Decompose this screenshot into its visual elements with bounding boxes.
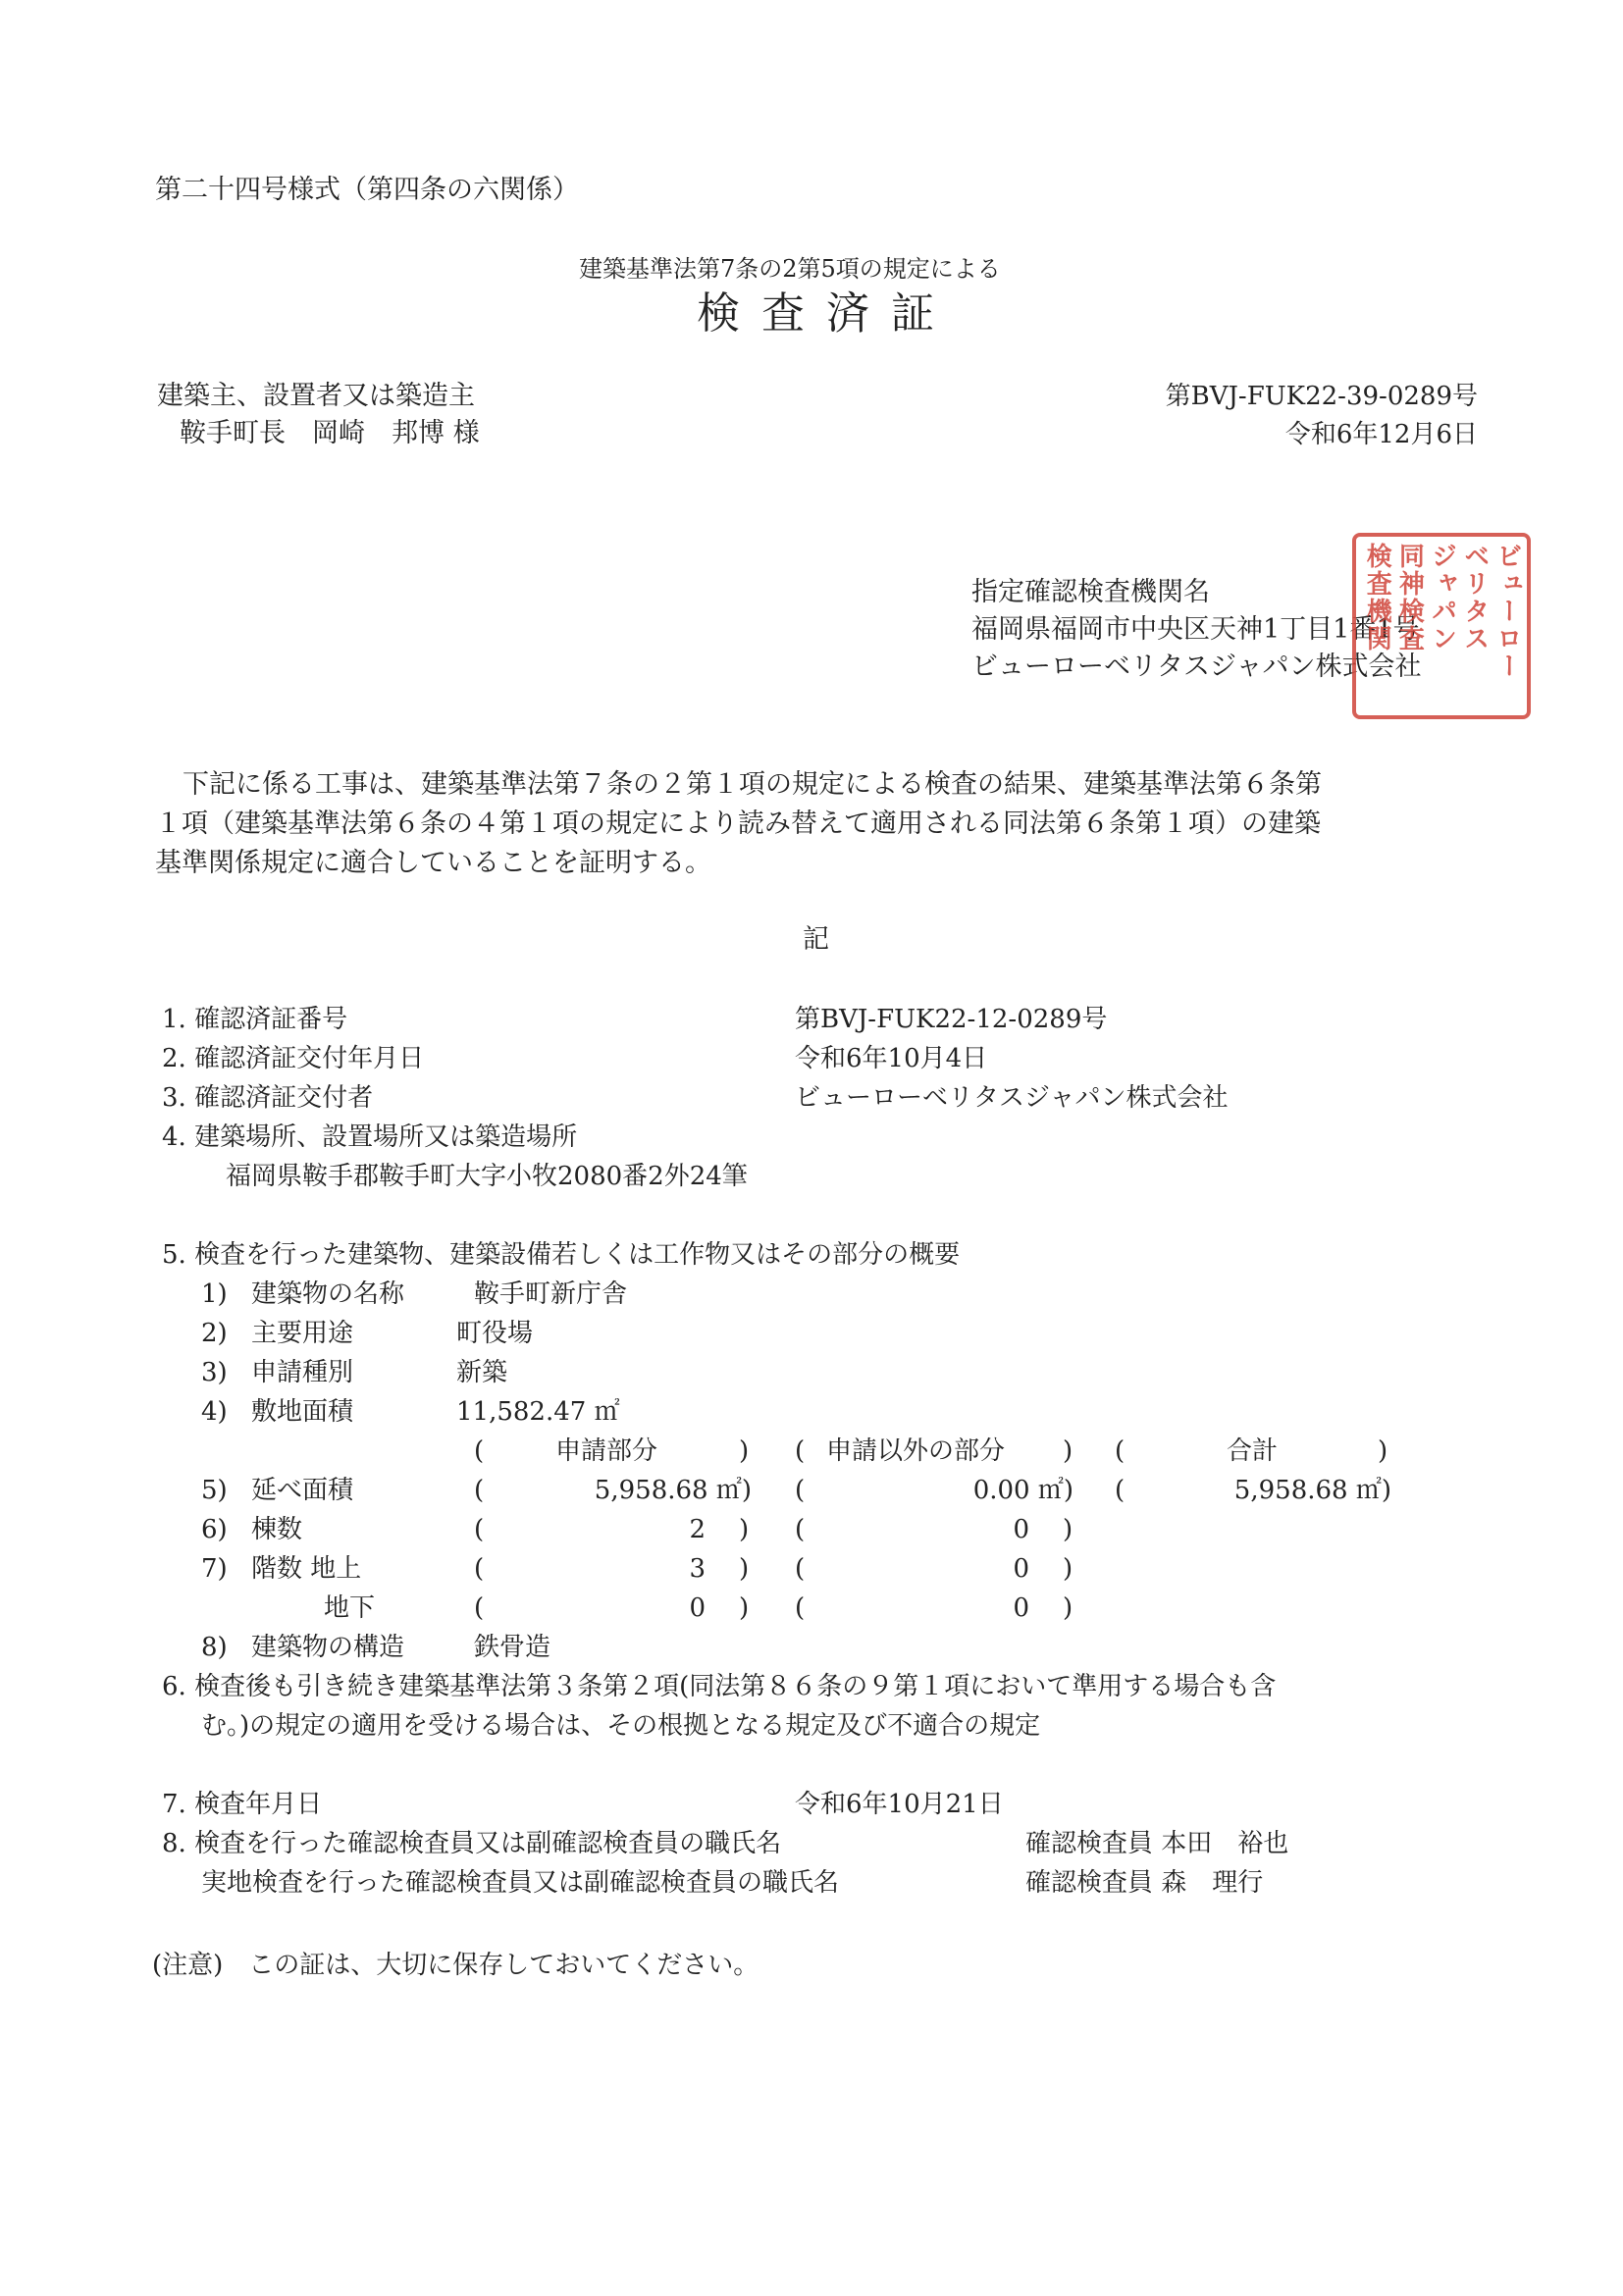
- sub-3-value: 新築: [456, 1358, 508, 1387]
- item-7-label: 7. 検査年月日: [162, 1790, 323, 1819]
- floor-area-a-open-paren: (: [474, 1476, 485, 1505]
- seal-text-3: ジャパン: [1427, 543, 1457, 652]
- col-c-open-paren: (: [1115, 1436, 1126, 1466]
- buildings-a-open-paren: (: [474, 1515, 485, 1544]
- item-8-value-2: 確認検査員 森 理行: [1025, 1868, 1264, 1898]
- item-2-value: 令和6年10月4日: [795, 1044, 988, 1073]
- agency-label: 指定確認検査機関名: [971, 577, 1210, 607]
- sub-5-label: 延べ面積: [251, 1476, 354, 1505]
- item-3-label: 3. 確認済証交付者: [162, 1083, 374, 1113]
- sub-1-value: 鞍手町新庁舎: [474, 1279, 628, 1309]
- floors-above-applied: 3: [689, 1554, 706, 1584]
- item-4-label: 4. 建築場所、設置場所又は築造場所: [162, 1122, 578, 1152]
- statement-line-3: 基準関係規定に適合していることを証明する。: [155, 848, 711, 878]
- sub-2-label: 主要用途: [251, 1319, 354, 1348]
- sub-8-num: 8): [201, 1633, 228, 1662]
- page-title: 検査済証: [697, 288, 956, 339]
- below-a-open-paren: (: [474, 1593, 485, 1623]
- floors-above-other: 0: [1013, 1554, 1029, 1584]
- col-b-open-paren: (: [795, 1436, 806, 1466]
- item-8-label: 8. 検査を行った確認検査員又は副確認検査員の職氏名: [162, 1829, 782, 1858]
- col-b-close-paren: ): [1063, 1436, 1073, 1466]
- sub-5-num: 5): [201, 1476, 228, 1505]
- subtitle: 建築基準法第7条の2第5項の規定による: [579, 255, 1001, 283]
- agency-seal-stamp: [1352, 533, 1531, 719]
- item-8-value: 確認検査員 本田 裕也: [1025, 1829, 1289, 1858]
- seal-text-1: ビューロー: [1492, 543, 1522, 680]
- floor-area-c-open-paren: (: [1115, 1476, 1126, 1505]
- buildings-a-close-paren: ): [739, 1515, 750, 1544]
- item-6-line-1: 6. 検査後も引き続き建築基準法第３条第２項(同法第８６条の９第１項において準用する場合も含: [162, 1672, 1277, 1701]
- agency-address: 福岡県福岡市中央区天神1丁目1番1号: [971, 614, 1420, 645]
- item-8-label-2: 実地検査を行った確認検査員又は副確認検査員の職氏名: [201, 1868, 840, 1898]
- item-1-label: 1. 確認済証番号: [162, 1005, 348, 1034]
- above-b-close-paren: ): [1063, 1554, 1073, 1584]
- sub-6-label: 棟数: [251, 1515, 303, 1544]
- col-c-close-paren: ): [1378, 1436, 1388, 1466]
- seal-text-5: 検査機関: [1362, 543, 1392, 652]
- floor-area-other: 0.00 ㎡): [972, 1476, 1073, 1505]
- item-6-line-2: む。)の規定の適用を受ける場合は、その根拠となる規定及び不適合の規定: [201, 1711, 1041, 1741]
- buildings-applied: 2: [689, 1515, 706, 1544]
- col-b-header: 申請以外の部分: [826, 1436, 1006, 1466]
- col-c-header: 合計: [1227, 1436, 1279, 1466]
- sub-3-label: 申請種別: [251, 1358, 354, 1387]
- col-a-open-paren: (: [474, 1436, 485, 1466]
- buildings-other: 0: [1013, 1515, 1029, 1544]
- item-1-value: 第BVJ-FUK22-12-0289号: [795, 1005, 1108, 1034]
- item-7-value: 令和6年10月21日: [795, 1790, 1004, 1819]
- issue-date: 令和6年12月6日: [1284, 420, 1478, 449]
- buildings-b-close-paren: ): [1063, 1515, 1073, 1544]
- seal-text-2: ベリタス: [1459, 543, 1490, 652]
- statement-line-1: 下記に係る工事は、建築基準法第７条の２第１項の規定による検査の結果、建築基準法第６条第: [183, 769, 1322, 800]
- sub-1-label: 建築物の名称: [251, 1279, 405, 1309]
- certificate-number: 第BVJ-FUK22-39-0289号: [1165, 382, 1478, 411]
- sub-6-num: 6): [201, 1515, 228, 1544]
- seal-text-4: 同神検査: [1394, 543, 1425, 652]
- sub-4-label: 敷地面積: [251, 1397, 354, 1427]
- item-3-value: ビューローベリタスジャパン株式会社: [795, 1083, 1229, 1113]
- sub-3-num: 3): [201, 1358, 228, 1387]
- sub-7-label-below: 地下: [324, 1593, 376, 1623]
- item-4-value: 福岡県鞍手郡鞍手町大字小牧2080番2外24筆: [226, 1162, 748, 1191]
- recipient-label: 建築主、設置者又は築造主: [157, 381, 475, 411]
- below-b-close-paren: ): [1063, 1593, 1073, 1623]
- sub-7-label: 階数 地上: [251, 1554, 362, 1584]
- below-b-open-paren: (: [795, 1593, 806, 1623]
- floors-below-applied: 0: [689, 1593, 706, 1623]
- item-5-label: 5. 検査を行った建築物、建築設備若しくは工作物又はその部分の概要: [162, 1240, 961, 1270]
- above-b-open-paren: (: [795, 1554, 806, 1584]
- statement-line-2: １項（建築基準法第６条の４第１項の規定により読み替えて適用される同法第６条第１項）の建築: [155, 809, 1321, 839]
- floors-below-other: 0: [1013, 1593, 1029, 1623]
- floor-area-applied: 5,958.68 ㎡): [594, 1476, 752, 1505]
- above-a-close-paren: ): [739, 1554, 750, 1584]
- sub-8-label: 建築物の構造: [251, 1633, 405, 1662]
- sub-7-num: 7): [201, 1554, 228, 1584]
- sub-4-num: 4): [201, 1397, 228, 1427]
- sub-1-num: 1): [201, 1279, 228, 1309]
- sub-4-value: 11,582.47 ㎡: [456, 1397, 620, 1427]
- agency-name: ビューローベリタスジャパン株式会社: [971, 652, 1422, 682]
- buildings-b-open-paren: (: [795, 1515, 806, 1544]
- sub-2-num: 2): [201, 1319, 228, 1348]
- footer-note: (注意) この証は、大切に保存しておいてください。: [152, 1951, 759, 1980]
- floor-area-total: 5,958.68 ㎡): [1233, 1476, 1391, 1505]
- floor-area-b-open-paren: (: [795, 1476, 806, 1505]
- col-a-close-paren: ): [739, 1436, 750, 1466]
- col-a-header: 申請部分: [555, 1436, 658, 1466]
- ki-heading: 記: [803, 924, 829, 955]
- form-label: 第二十四号様式（第四条の六関係）: [155, 175, 579, 205]
- sub-2-value: 町役場: [456, 1319, 534, 1348]
- sub-8-value: 鉄骨造: [474, 1633, 551, 1662]
- item-2-label: 2. 確認済証交付年月日: [162, 1044, 425, 1073]
- below-a-close-paren: ): [739, 1593, 750, 1623]
- above-a-open-paren: (: [474, 1554, 485, 1584]
- recipient-name: 鞍手町長 岡崎 邦博 様: [180, 418, 480, 448]
